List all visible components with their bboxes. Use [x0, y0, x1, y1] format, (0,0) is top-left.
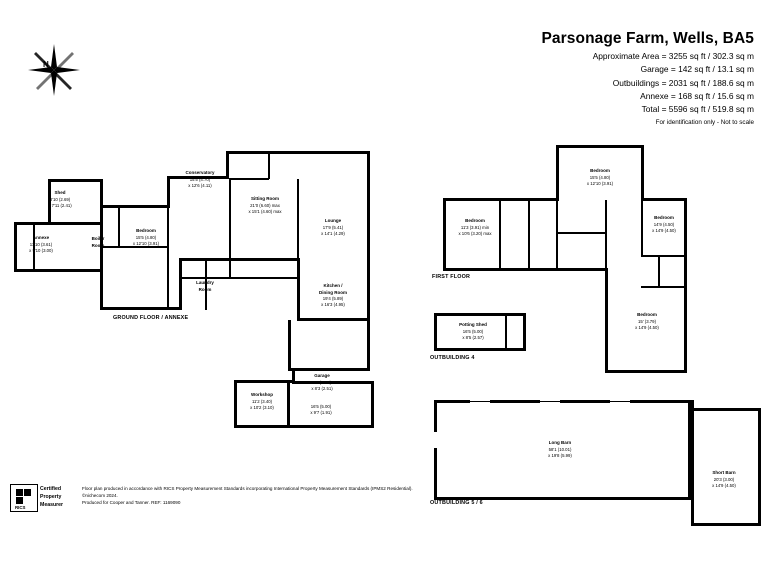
room-label-conservatory: Conservatory 15'5 (4.70) x 12'6 (4.11)	[185, 170, 215, 188]
wall	[528, 200, 530, 268]
room-label-kitchen-dining: Kitchen / Dining Room 19'4 (5.89) x 16'3 (4.95)	[319, 283, 347, 308]
room-label-garage: Garage 19' (5.79) x 8'3 (2.51)	[311, 373, 333, 391]
wall	[100, 307, 182, 310]
window-line	[470, 401, 490, 402]
room-label-laundry-room: Laundry Room	[196, 280, 214, 292]
door	[735, 436, 740, 437]
rics-label: RICS	[15, 505, 26, 510]
room-label-store: 16'5 (5.00) x 9'7 (1.91)	[310, 404, 332, 416]
wall	[605, 268, 608, 373]
wall	[100, 205, 170, 208]
wall	[641, 286, 687, 288]
wall	[658, 257, 660, 287]
compass-north-label: N	[43, 60, 49, 69]
room-label-bedroom-first-4: Bedroom 15' (3.79) x 14'9 (4.50)	[635, 312, 659, 330]
floor-label-first: FIRST FLOOR	[432, 274, 471, 280]
wall	[641, 255, 687, 257]
wall	[229, 277, 299, 279]
wall	[641, 198, 687, 201]
wall	[641, 145, 644, 200]
wall	[229, 179, 231, 279]
wall	[556, 200, 558, 268]
wall	[691, 408, 761, 411]
wall	[434, 313, 437, 351]
wall	[691, 400, 694, 525]
wall	[434, 313, 526, 316]
wall	[229, 178, 269, 180]
room-label-bedroom-ground: Bedroom 15'5 (4.80) x 12'10 (3.91)	[132, 228, 160, 246]
wall	[505, 313, 507, 351]
wall	[297, 318, 370, 321]
wall	[434, 348, 526, 351]
disclaimer-text: Floor plan produced in accordance with RICS Property Measurement Standards incorporating International Property Measurement Standards (IPMS2 Residential). ©nichecom 2024. Produced for Cooper and Tanner. REF: 1169090	[82, 486, 413, 505]
area-line-3: Outbuildings = 2031 sq ft / 188.6 sq m	[612, 77, 754, 88]
window-line	[610, 401, 630, 402]
area-line-2: Garage = 142 sq ft / 13.1 sq m	[640, 64, 754, 75]
wall	[234, 380, 294, 383]
room-label-short-barn: Short Barn 20'3 (3.00) x 14'9 (4.50)	[712, 470, 736, 488]
room-label-bedroom-first-3: Bedroom 14'9 (4.50) x 14'9 (4.50)	[652, 215, 676, 233]
wall	[605, 370, 687, 373]
wall	[556, 145, 559, 200]
wall	[14, 222, 17, 272]
room-label-shed: Shed 8'10 (2.69) x 7'11 (2.41)	[48, 190, 72, 208]
compass-rose-icon	[26, 42, 82, 98]
wall	[297, 179, 299, 260]
room-label-sitting-room: Sitting Room 21'0 (6.60) max x 15'1 (4.60) max	[248, 196, 282, 214]
wall	[371, 381, 374, 428]
rics-logo-icon	[10, 484, 38, 512]
door	[433, 432, 438, 448]
wall	[179, 258, 299, 261]
room-label-bedroom-first-1: Bedroom 15'5 (4.80) x 12'10 (3.91)	[586, 168, 614, 186]
certified-property-measurer-label: Certified Property Measurer	[40, 486, 64, 509]
wall	[14, 269, 103, 272]
wall	[48, 179, 103, 182]
wall	[688, 400, 691, 500]
floor-label-outbuilding56: OUTBUILDING 5 / 6	[430, 500, 483, 506]
area-line-1: Approximate Area = 3255 sq ft / 302.3 sq m	[592, 51, 754, 62]
wall	[758, 408, 761, 526]
wall	[288, 368, 370, 371]
wall	[179, 258, 182, 310]
wall	[691, 523, 761, 526]
wall	[443, 268, 608, 271]
page-title: Parsonage Farm, Wells, BA5	[541, 30, 754, 47]
area-line-5: Total = 5596 sq ft / 519.8 sq m	[641, 103, 754, 114]
footer	[10, 484, 430, 520]
wall	[288, 320, 291, 370]
room-label-annexe: Annexe 11'10 (3.61) x 9'10 (3.00)	[29, 235, 53, 253]
wall	[556, 232, 606, 234]
wall	[167, 205, 169, 310]
room-label-bedroom-first-2: Bedroom 11'3 (3.91) min x 10'6 (3.20) max	[458, 218, 492, 236]
wall	[287, 381, 290, 428]
wall	[605, 200, 607, 270]
floor-label-outbuilding4: OUTBUILDING 4	[430, 355, 475, 361]
room-label-long-barn: Long Barn 58'1 (10.01) x 19'8 (5.99)	[548, 440, 572, 458]
room-label-boiler-room: Boiler Room	[91, 236, 105, 248]
wall	[443, 198, 559, 201]
wall	[297, 258, 300, 320]
wall	[14, 222, 103, 225]
identification-note: For identification only - Not to scale	[655, 118, 754, 126]
room-label-lounge: Lounge 17'9 (5.41) x 14'1 (4.29)	[321, 218, 345, 236]
room-label-workshop: Workshop 11'2 (3.40) x 10'2 (3.10)	[250, 392, 274, 410]
wall	[118, 205, 120, 248]
header	[541, 30, 754, 126]
window-line	[540, 401, 560, 402]
area-line-4: Annexe = 168 sq ft / 15.6 sq m	[640, 90, 754, 101]
floor-label-ground: GROUND FLOOR / ANNEXE	[113, 315, 189, 321]
wall	[434, 400, 437, 500]
wall	[268, 151, 270, 179]
wall	[556, 145, 644, 148]
wall	[367, 151, 370, 319]
wall	[523, 313, 526, 351]
wall	[367, 318, 370, 370]
wall	[100, 205, 103, 310]
wall	[226, 151, 370, 154]
wall	[234, 425, 374, 428]
wall	[443, 198, 446, 271]
room-label-potting-shed: Potting Shed 16'5 (5.00) x 8'5 (2.57)	[459, 322, 487, 340]
